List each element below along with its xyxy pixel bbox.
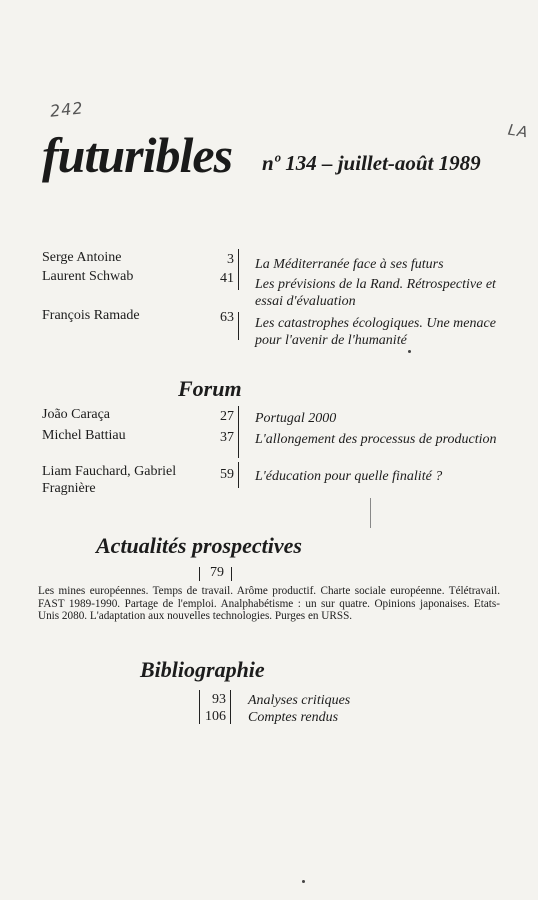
bibliographie-heading: Bibliographie [140, 657, 265, 682]
column-divider [238, 312, 239, 340]
entry-title: Comptes rendus [248, 710, 339, 725]
article-title: La Méditerranée face à ses futurs [255, 257, 444, 272]
column-divider [238, 462, 239, 488]
column-divider [231, 567, 232, 581]
article-page: 37 [220, 430, 234, 445]
column-divider [199, 567, 200, 581]
article-page: 3 [227, 252, 234, 267]
handwritten-initials: LA [506, 120, 530, 142]
actualites-heading: Actualités prospectives [96, 533, 302, 558]
article-page: 41 [220, 271, 234, 286]
column-divider [230, 690, 231, 724]
article-page: 27 [220, 409, 234, 424]
article-author: João Caraça [42, 407, 111, 422]
handwritten-note: 242 [49, 98, 85, 121]
article-page: 59 [220, 467, 234, 482]
article-title: Les prévisions de la Rand. Rétrospective et essai d'évaluation [255, 277, 496, 309]
ink-speck [302, 880, 305, 883]
article-title: L'allongement des processus de production [255, 432, 497, 447]
article-author: Liam Fauchard, Gabriel Fragnière [42, 464, 177, 496]
article-author: Serge Antoine [42, 250, 122, 265]
article-title: L'éducation pour quelle finalité ? [255, 469, 443, 484]
column-divider [238, 406, 239, 458]
article-author: Laurent Schwab [42, 269, 134, 284]
ink-speck [408, 350, 411, 353]
forum-heading: Forum [178, 376, 242, 401]
article-page: 63 [220, 310, 234, 325]
entry-title: Analyses critiques [248, 693, 351, 708]
magazine-title: futuribles [42, 127, 233, 183]
actualites-page: 79 [210, 565, 224, 580]
actualites-topics: Les mines européennes. Temps de travail. Arôme productif. Charte sociale européenne. Télétravail. FAST 1989-1990. Partage de l'emploi. Analphabétisme : un sur quatre. Opinions japonaises. Etats-Unis 2080. L'adaptation aux nouvelles technologies. Purges en URSS. [38, 585, 500, 623]
entry-page: 106 [205, 709, 226, 724]
article-title: Les catastrophes écologiques. Une menace pour l'avenir de l'humanité [255, 316, 496, 348]
pen-mark [370, 498, 371, 528]
issue-info: nº 134 – juillet-août 1989 [262, 151, 481, 175]
article-author: François Ramade [42, 308, 140, 323]
article-title: Portugal 2000 [255, 411, 337, 426]
column-divider [238, 249, 239, 290]
article-author: Michel Battiau [42, 428, 126, 443]
entry-page: 93 [212, 692, 226, 707]
